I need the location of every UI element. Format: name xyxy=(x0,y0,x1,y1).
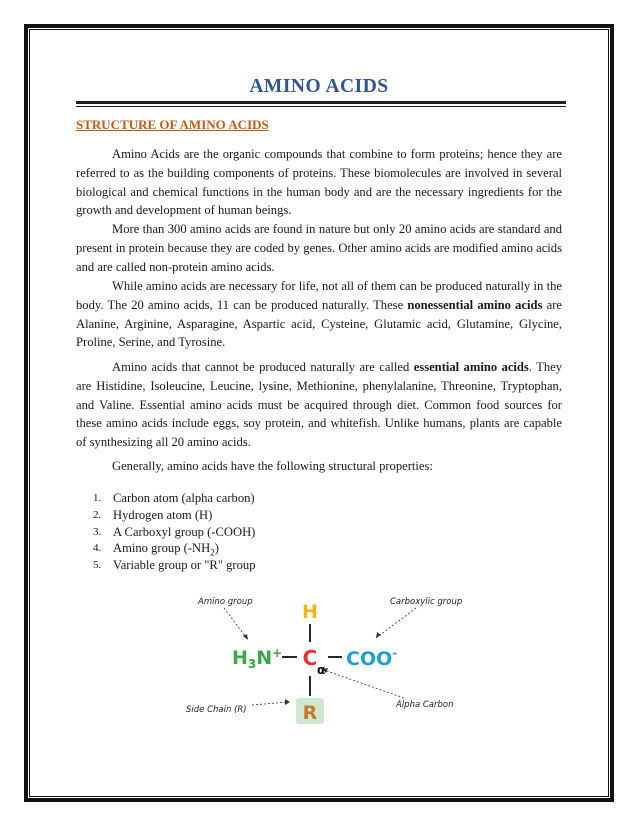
list-item xyxy=(76,540,476,557)
paragraph-essential xyxy=(76,358,562,452)
list-text: Hydrogen atom (H) xyxy=(113,507,213,522)
list-number: 2. xyxy=(93,508,102,521)
amine-charge: + xyxy=(272,646,283,660)
list-number: 1. xyxy=(93,492,102,504)
amine-group xyxy=(232,646,282,671)
properties-list xyxy=(76,490,476,574)
list-number: 3. xyxy=(93,525,102,538)
text-span: are Alanine, Arginine, Asparagine, Aspartic acid, Cysteine, Glutamic acid, Glutamine, Glycine, Proline, Serine, and Tyrosine. xyxy=(76,297,562,350)
carboxylate-text: COO xyxy=(346,648,393,670)
title-rule-thin xyxy=(76,106,566,107)
list-text: Variable group or "R" group xyxy=(113,558,256,573)
carboxylate-charge: - xyxy=(392,646,398,660)
bold-term-nonessential: nonessential amino acids xyxy=(407,297,543,312)
arrow-head xyxy=(285,699,290,705)
amine-n: N xyxy=(256,647,273,669)
text-span: While amino acids are necessary for life, not all of them can be produced naturally in the body. The 20 amino acids, 11 can be produced naturally. These xyxy=(76,279,562,312)
list-text: ) xyxy=(214,541,219,556)
list-text: Amino group (-NH xyxy=(113,541,211,556)
label-alpha-carbon: Alpha Carbon xyxy=(396,700,454,710)
arrow-side-chain xyxy=(252,702,288,705)
list-item xyxy=(76,490,476,507)
alpha-carbon-atom: C xyxy=(302,646,318,670)
arrow-carboxylic-group xyxy=(376,608,416,638)
list-item xyxy=(76,557,476,574)
amine-subscript: 3 xyxy=(247,657,257,671)
list-subscript: 2 xyxy=(210,547,215,558)
arrow-amino-group xyxy=(224,608,248,640)
list-item xyxy=(76,524,476,541)
bold-term-essential: essential amino acids xyxy=(413,360,529,374)
paragraph-intro: Amino Acids are the organic compounds that combine to form proteins; hence they are referred to as the building components of proteins. These biomolecules are involved in several biological and chemical functions in the human body and are the necessary ingredients for the growth and development of human beings. xyxy=(76,147,562,218)
amino-acid-structure-diagram xyxy=(176,590,466,730)
section-heading: STRUCTURE OF AMINO ACIDS xyxy=(76,117,269,132)
list-text: A Carboxyl group (-COOH) xyxy=(113,524,256,539)
carboxylate-group xyxy=(346,646,397,670)
hydrogen-atom: H xyxy=(302,601,318,623)
arrow-alpha-carbon xyxy=(324,670,404,698)
paragraph-nonessential xyxy=(76,277,562,352)
page-title: AMINO ACIDS xyxy=(249,76,389,97)
label-side-chain: Side Chain (R) xyxy=(186,705,247,715)
amine-h: H xyxy=(232,647,248,669)
label-carboxylic-group: Carboxylic group xyxy=(390,597,463,607)
paragraph-properties-intro: Generally, amino acids have the following structural properties: xyxy=(112,459,433,473)
text-span: . They are Histidine, Isoleucine, Leucine, lysine, Methionine, phenylalanine, Threonine, Tryptophan, and Valine. Essential amino acids must be acquired through diet. Common food sources for these amino acids include eggs, soy protein, and whitefish. Unlike humans, plants are capable of synthesizing all 20 amino acids. xyxy=(76,360,563,450)
list-number: 4. xyxy=(93,542,102,555)
list-text: Carbon atom (alpha carbon) xyxy=(113,491,255,505)
title-rule-thick xyxy=(76,101,566,104)
label-amino-group: Amino group xyxy=(198,597,253,607)
paragraph-count: More than 300 amino acids are found in nature but only 20 amino acids are standard and present in protein because they are coded by genes. Other amino acids are modified amino acids and are called non-protein amino acids. xyxy=(76,222,562,274)
list-item xyxy=(76,507,476,524)
alpha-symbol: α xyxy=(317,663,326,677)
arrow-head xyxy=(376,632,381,638)
text-span: Amino acids that cannot be produced naturally are called xyxy=(112,360,414,374)
r-group-atom: R xyxy=(302,702,318,724)
list-number: 5. xyxy=(93,559,102,572)
